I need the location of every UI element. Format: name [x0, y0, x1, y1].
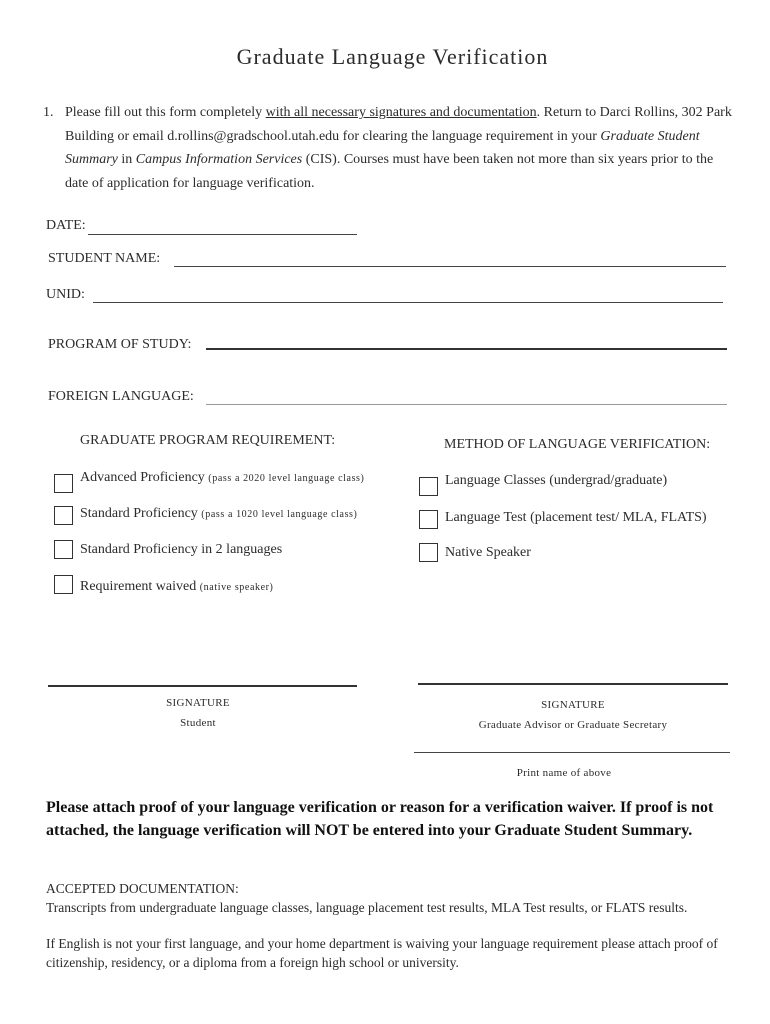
- instructions-italic-1: Graduate Student Summary: [65, 128, 700, 167]
- signature-title: SIGNATURE: [541, 699, 605, 711]
- instructions-text-2: . Return to Darci Rollins, 302 Park Building or email d.rollins@gradschool.utah.edu for clearing the language requirement in your: [65, 105, 732, 144]
- unid-label: UNID:: [46, 287, 85, 302]
- advisor-signature-line[interactable]: [418, 670, 728, 685]
- advisor-signature-caption: [418, 695, 728, 735]
- student-name-input-line[interactable]: [174, 252, 726, 267]
- accepted-heading: ACCEPTED DOCUMENTATION:: [46, 881, 239, 896]
- option-label: Advanced Proficiency: [80, 470, 205, 485]
- option-note: (pass a 1020 level language class): [201, 509, 358, 520]
- unid-input-line[interactable]: [93, 288, 723, 303]
- two-languages-option: [80, 542, 282, 558]
- accepted-text: Transcripts from undergraduate language classes, language placement test results, MLA Test results, or FLATS results.: [46, 900, 688, 915]
- program-label: PROGRAM OF STUDY:: [48, 337, 192, 352]
- instructions-text-3: in: [117, 152, 136, 167]
- option-note: (pass a 2020 level language class): [208, 473, 365, 484]
- date-label: DATE:: [46, 218, 86, 233]
- item-number: 1.: [43, 105, 54, 120]
- instructions-italic-2: Campus Information Services: [135, 152, 303, 167]
- instructions-text-1: Please fill out this form completely: [65, 105, 266, 120]
- accepted-documentation: [46, 879, 736, 972]
- option-label: Standard Proficiency in 2 languages: [80, 542, 283, 557]
- english-note: If English is not your first language, and your home department is waiving your language requirement please attach proof of citizenship, residency, or a diploma from a foreign high school or university.: [46, 936, 718, 970]
- form-title: Graduate Language Verification: [236, 44, 549, 69]
- foreign-language-input-line[interactable]: [206, 390, 727, 405]
- standard-proficiency-option: [80, 506, 357, 522]
- instructions-text-4: (CIS). Courses must have been taken not more than six years prior to the date of application for language verification.: [65, 152, 714, 191]
- signature-sub: Graduate Advisor or Graduate Secretary: [478, 719, 668, 731]
- language-classes-checkbox[interactable]: [419, 477, 438, 496]
- option-note: (native speaker): [199, 582, 274, 593]
- advanced-proficiency-checkbox[interactable]: [54, 474, 73, 493]
- requirement-waived-checkbox[interactable]: [54, 575, 73, 594]
- option-label: Requirement waived: [80, 579, 197, 594]
- native-speaker-option: Native Speaker: [445, 545, 531, 560]
- student-name-label: STUDENT NAME:: [48, 251, 161, 266]
- method-heading: METHOD OF LANGUAGE VERIFICATION:: [444, 437, 711, 452]
- two-languages-checkbox[interactable]: [54, 540, 73, 559]
- standard-proficiency-checkbox[interactable]: [54, 506, 73, 525]
- native-speaker-checkbox[interactable]: [419, 543, 438, 562]
- language-classes-option: Language Classes (undergrad/graduate): [445, 473, 668, 488]
- language-test-option: Language Test (placement test/ MLA, FLATS): [445, 510, 707, 525]
- foreign-language-label: FOREIGN LANGUAGE:: [48, 389, 194, 404]
- instructions-paragraph: [43, 101, 733, 195]
- print-name-caption: Print name of above: [516, 767, 612, 779]
- advanced-proficiency-option: [80, 470, 364, 486]
- attach-proof-note: Please attach proof of your language verification or reason for a verification waiver. If proof is not attached, the language verification will NOT be entered into your Graduate Student Summary.: [46, 799, 714, 839]
- language-test-checkbox[interactable]: [419, 510, 438, 529]
- instructions-underlined: with all necessary signatures and documentation: [265, 105, 537, 120]
- signature-title: SIGNATURE: [166, 697, 230, 709]
- requirement-heading: GRADUATE PROGRAM REQUIREMENT:: [80, 433, 336, 448]
- print-name-line[interactable]: [414, 740, 730, 753]
- date-input-line[interactable]: [88, 220, 357, 235]
- option-label: Standard Proficiency: [80, 506, 198, 521]
- signature-sub: Student: [180, 717, 216, 729]
- student-signature-caption: [48, 693, 348, 733]
- program-input-line[interactable]: [206, 335, 727, 350]
- requirement-waived-option: [80, 579, 273, 595]
- student-signature-line[interactable]: [48, 672, 357, 687]
